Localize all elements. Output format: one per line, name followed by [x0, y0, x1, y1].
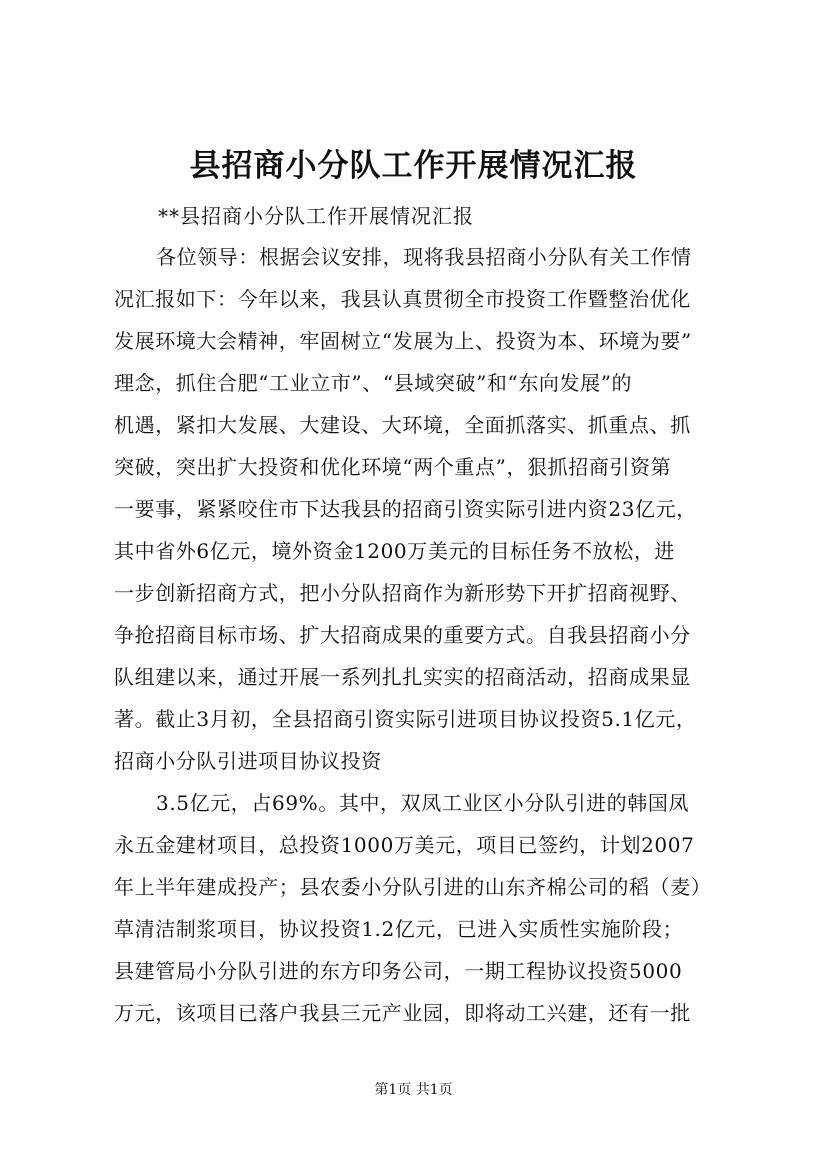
paragraph-1 — [114, 236, 744, 782]
text-line: 县建管局小分队引进的东方印务公司，一期工程协议投资5000 — [114, 959, 683, 983]
text-line: 3.5亿元，占69%。其中，双凤工业区小分队引进的韩国凤 — [156, 791, 690, 815]
text-line: 万元，该项目已落户我县三元产业园，即将动工兴建，还有一批 — [114, 1001, 691, 1025]
text-line: 其中省外6亿元，境外资金1200万美元的目标任务不放松，进 — [114, 539, 676, 563]
text-line: 争抢招商目标市场、扩大招商成果的重要方式。自我县招商小分 — [114, 623, 691, 647]
paragraph-2 — [114, 782, 744, 1034]
text-line: 一要事，紧紧咬住市下达我县的招商引资实际引进内资23亿元， — [114, 497, 697, 521]
document-subtitle: **县招商小分队工作开展情况汇报 — [158, 204, 474, 228]
text-line: 理念，抓住合肥“工业立市”、“县域突破”和“东向发展”的 — [114, 371, 633, 395]
text-line: 各位领导：根据会议安排，现将我县招商小分队有关工作情 — [156, 245, 692, 269]
page-footer: 第1页 共1页 — [374, 1082, 453, 1098]
text-line: 草清洁制浆项目，协议投资1.2亿元，已进入实质性实施阶段； — [114, 917, 684, 941]
text-line: 一步创新招商方式，把小分队招商作为新形势下开扩招商视野、 — [114, 581, 691, 605]
text-line: 况汇报如下：今年以来，我县认真贯彻全市投资工作暨整治优化 — [114, 287, 691, 311]
text-line: 著。截止3月初，全县招商引资实际引进项目协议投资5.1亿元， — [114, 707, 697, 731]
text-line: 招商小分队引进项目协议投资 — [114, 749, 382, 773]
text-line: 年上半年建成投产；县农委小分队引进的山东齐棉公司的稻（麦） — [114, 875, 712, 899]
text-line: 突破，突出扩大投资和优化环境“两个重点”，狠抓招商引资第 — [114, 455, 672, 479]
text-line: 永五金建材项目，总投资1000万美元，项目已签约，计划2007 — [114, 833, 695, 857]
text-line: 机遇，紧扣大发展、大建设、大环境，全面抓落实、抓重点、抓 — [114, 413, 691, 437]
text-line: 队组建以来，通过开展一系列扎扎实实的招商活动，招商成果显 — [114, 665, 691, 689]
document-title: 县招商小分队工作开展情况汇报 — [189, 148, 638, 184]
text-line: 发展环境大会精神，牢固树立“发展为上、投资为本、环境为要” — [114, 329, 692, 353]
